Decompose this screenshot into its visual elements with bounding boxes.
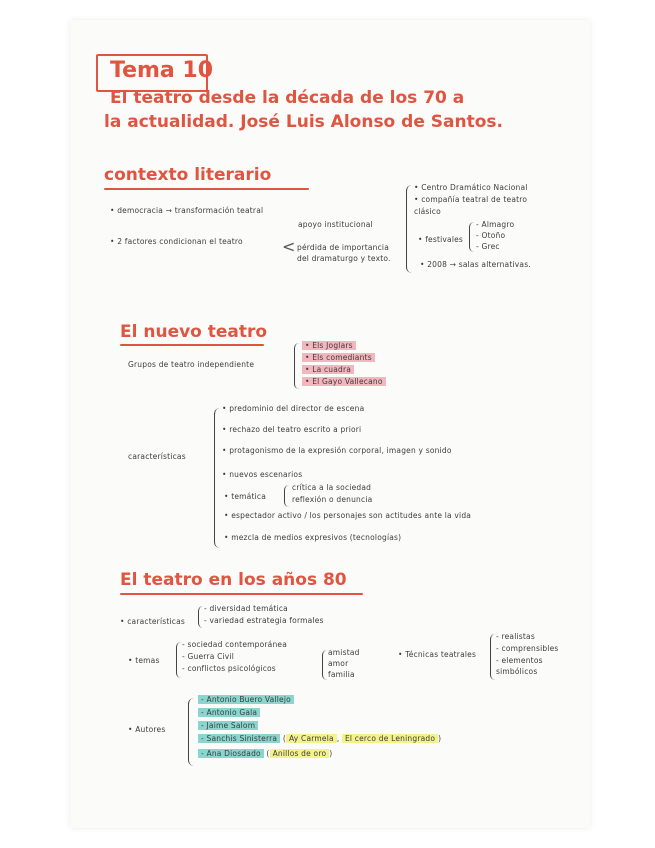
ochenta-caracteristicas: • características [120, 617, 186, 626]
car-item-6: • espectador activo / los personajes son actitudes ante la vida [224, 511, 472, 520]
tema-item-3: - conflictos psicológicos [182, 664, 276, 673]
temas-brace [176, 642, 181, 678]
conflicto-1: amistad [328, 648, 360, 657]
tecnica-4: simbólicos [496, 667, 538, 676]
tema-label: Tema 10 [110, 58, 214, 83]
car-item-1: • predominio del director de escena [222, 404, 365, 413]
tecnica-2: - comprensibles [496, 644, 559, 653]
car-item-4: • nuevos escenarios [222, 470, 303, 479]
autor-5: - Ana Diosdado ( Anillos de oro ) [198, 749, 332, 758]
perdida-line-2: del dramaturgo y texto. [297, 254, 391, 263]
tecnica-1: - realistas [496, 632, 535, 641]
heading-ochenta: El teatro en los años 80 [120, 570, 347, 590]
inst-item-1: • Centro Dramático Nacional [414, 183, 528, 192]
festival-1: - Almagro [476, 220, 515, 229]
heading-ochenta-underline [120, 593, 363, 595]
obra-ay-carmela: Ay Carmela [286, 734, 337, 743]
inst-item-3: clásico [414, 207, 441, 216]
festival-3: - Grec [476, 242, 500, 251]
grupo-1: • Els Joglars [302, 341, 356, 350]
car-item-5: • temática [224, 492, 267, 501]
autor-3: - Jaime Salom [198, 721, 258, 730]
heading-nuevo: El nuevo teatro [120, 322, 268, 342]
inst-item-2: • compañía teatral de teatro [414, 195, 528, 204]
autores-brace [188, 698, 195, 766]
car-item-3: • protagonismo de la expresión corporal, imagen y sonido [222, 446, 452, 455]
tema-item-1: - sociedad contemporánea [182, 640, 288, 649]
tecnicas-brace [490, 634, 495, 680]
heading-contexto-underline [104, 188, 309, 190]
conflictos-brace [322, 650, 327, 680]
grupo-4: • El Gayo Vallecano [302, 377, 386, 386]
grupos-brace [294, 343, 299, 389]
autor-2: - Antonio Gala [198, 708, 260, 717]
democracia-text: • democracia → transformación teatral [110, 206, 264, 215]
apoyo-text: apoyo institucional [298, 220, 373, 229]
temas-label: • temas [128, 656, 160, 665]
heading-nuevo-underline [120, 344, 264, 346]
tecnica-3: - elementos [496, 656, 543, 665]
perdida-line-1: pérdida de importancia [297, 243, 389, 252]
car-item-2: • rechazo del teatro escrito a priori [222, 425, 362, 434]
tematica-2: reflexión o denuncia [292, 495, 373, 504]
conflicto-3: familia [328, 670, 355, 679]
grupo-2: • Els comediants [302, 353, 375, 362]
factores-text: • 2 factores condicionan el teatro [110, 237, 243, 246]
ochenta-car-2: - variedad estrategia formales [204, 616, 324, 625]
tematica-brace [284, 485, 289, 507]
title-line-1: El teatro desde la década de los 70 a [110, 88, 465, 108]
tecnicas-label: • Técnicas teatrales [398, 650, 477, 659]
autor-1: - Antonio Buero Vallejo [198, 695, 294, 704]
autores-label: • Autores [128, 725, 166, 734]
inst-brace [406, 185, 412, 273]
obra-anillos-de-oro: Anillos de oro [270, 749, 330, 758]
heading-contexto: contexto literario [104, 165, 272, 185]
festivales-brace [469, 222, 474, 252]
tema-item-2: - Guerra Civil [182, 652, 235, 661]
angle-bracket: < [282, 237, 296, 256]
grupos-text: Grupos de teatro independiente [128, 360, 255, 369]
autor-4: - Sanchis Sinisterra ( Ay Carmela , El cerco de Leningrado ) [198, 734, 441, 743]
conflicto-2: amor [328, 659, 349, 668]
tematica-1: crítica a la sociedad [292, 483, 372, 492]
caracteristicas-brace [214, 408, 221, 548]
notebook-page [70, 20, 590, 828]
festival-2: - Otoño [476, 231, 506, 240]
title-line-2: la actualidad. José Luis Alonso de Santos. [104, 112, 503, 132]
car-item-7: • mezcla de medios expresivos (tecnologías) [224, 533, 402, 542]
inst-item-4: • festivales [418, 235, 464, 244]
ochenta-car-brace [198, 606, 203, 628]
obra-cerco-leningrado: El cerco de Leningrado [342, 734, 438, 743]
caracteristicas-label: características [128, 452, 186, 461]
ochenta-car-1: - diversidad temática [204, 604, 288, 613]
year-2008-text: • 2008 → salas alternativas. [420, 260, 531, 269]
grupo-3: • La cuadra [302, 365, 354, 374]
